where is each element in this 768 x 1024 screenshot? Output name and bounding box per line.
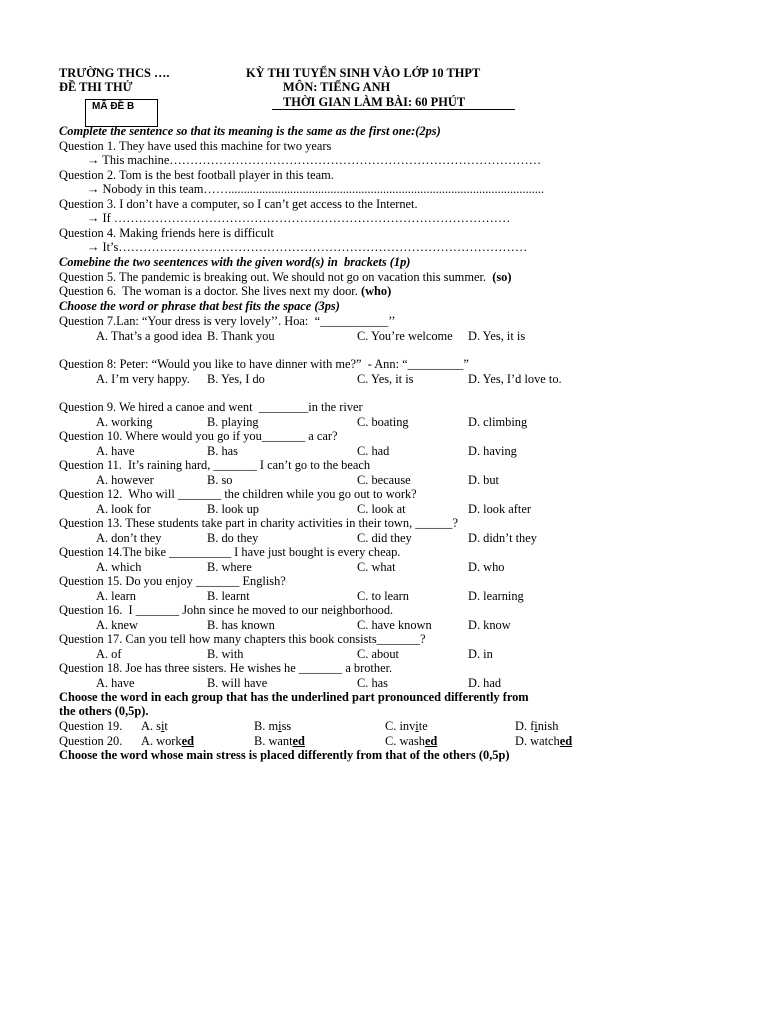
question-14: Question 14.The bike __________ I have just bought is every cheap. [59, 545, 401, 559]
question-6-word: (who) [360, 284, 392, 298]
q9-option-b: B. playing [207, 414, 259, 429]
subject-label: MÔN: TIẾNG ANH [283, 80, 391, 94]
question-7: Question 7.Lan: “Your dress is very lovely’’. Hoa: “___________’’ [59, 314, 396, 328]
answer-line-4: → It’s……………………………………………………………………………………… [87, 240, 528, 254]
q11-option-d: D. but [468, 472, 499, 487]
q13-option-c: C. did they [357, 530, 412, 545]
q16-option-c: C. have known [357, 617, 432, 632]
q18-option-a: A. have [96, 675, 135, 690]
q18-option-b: B. will have [207, 675, 268, 690]
q15-option-c: C. to learn [357, 588, 409, 603]
q13-option-a: A. don’t they [96, 530, 162, 545]
question-5-text: Question 5. The pandemic is breaking out. We should not go on vacation this summer. [59, 270, 486, 284]
question-19-label: Question 19. [59, 719, 123, 733]
q20-b-pre: B. want [254, 734, 293, 748]
q10-option-d: D. having [468, 443, 517, 458]
q19-d-pre: D. f [515, 719, 535, 733]
answer-line-1: → This machine……………………………………………………………………………… [87, 153, 542, 167]
q20-option-c [385, 734, 437, 748]
question-5-word: (so) [492, 270, 512, 284]
q19-b-pre: B. m [254, 719, 279, 733]
section3-title: Choose the word or phrase that best fits the space (3ps) [59, 299, 340, 313]
question-8: Question 8: Peter: “Would you like to have dinner with me?” - Ann: “_________” [59, 357, 469, 371]
question-5 [59, 270, 511, 284]
q19-b-post: ss [281, 719, 292, 733]
q13-option-d: D. didn’t they [468, 530, 537, 545]
q9-option-c: C. boating [357, 414, 409, 429]
q19-c-underlined: i [415, 719, 419, 733]
section4-title-line1: Choose the word in each group that has the underlined part pronounced differently from [59, 690, 529, 704]
question-20-label: Question 20. [59, 734, 123, 748]
q9-option-d: D. climbing [468, 414, 528, 429]
q11-option-c: C. because [357, 472, 411, 487]
exam-code: MÃ ĐỀ B [92, 101, 135, 112]
q9-option-a: A. working [96, 414, 153, 429]
q20-option-b [254, 734, 305, 748]
q19-a-post: t [164, 719, 168, 733]
q17-option-b: B. with [207, 646, 244, 661]
q15-option-a: A. learn [96, 588, 136, 603]
q10-option-a: A. have [96, 443, 135, 458]
q17-option-a: A. of [96, 646, 122, 661]
question-16: Question 16. I _______ John since he moved to our neighborhood. [59, 603, 394, 617]
time-label: THỜI GIAN LÀM BÀI: 60 PHÚT [283, 95, 466, 109]
q7-option-a: A. That’s a good idea [96, 328, 203, 343]
q20-d-underlined: ed [559, 734, 573, 748]
q16-option-d: D. know [468, 617, 511, 632]
q11-option-b: B. so [207, 472, 233, 487]
q18-option-c: C. has [357, 675, 388, 690]
section1-title: Complete the sentence so that its meaning is the same as the first one:(2ps) [59, 124, 441, 138]
question-12: Question 12. Who will _______ the children while you go out to work? [59, 487, 417, 501]
q19-option-c [385, 719, 428, 733]
question-2: Question 2. Tom is the best football player in this team. [59, 168, 334, 182]
q16-option-b: B. has known [207, 617, 275, 632]
question-4: Question 4. Making friends here is difficult [59, 226, 274, 240]
q15-option-b: B. learnt [207, 588, 250, 603]
q19-option-b [254, 719, 291, 733]
q19-a-underlined: i [160, 719, 165, 733]
q12-option-c: C. look at [357, 501, 406, 516]
question-3: Question 3. I don’t have a computer, so I can’t get access to the Internet. [59, 197, 418, 211]
q19-d-underlined: i [534, 719, 538, 733]
q19-option-a [141, 719, 168, 733]
question-15: Question 15. Do you enjoy _______ English? [59, 574, 286, 588]
q12-option-d: D. look after [468, 501, 531, 516]
q13-option-b: B. do they [207, 530, 259, 545]
q19-option-d [515, 719, 558, 733]
q20-option-a [141, 734, 194, 748]
q16-option-a: A. knew [96, 617, 138, 632]
q20-d-pre: D. watch [515, 734, 560, 748]
q12-option-a: A. look for [96, 501, 151, 516]
q10-option-b: B. has [207, 443, 238, 458]
q20-option-d [515, 734, 572, 748]
question-11: Question 11. It’s raining hard, _______ I can’t go to the beach [59, 458, 371, 472]
school-name: TRƯỜNG THCS …. [59, 66, 170, 80]
q8-option-a: A. I’m very happy. [96, 371, 190, 386]
q17-option-d: D. in [468, 646, 493, 661]
section2-title: Comebine the two seentences with the given word(s) in brackets (1p) [59, 255, 411, 269]
q8-option-c: C. Yes, it is [357, 371, 414, 386]
q19-c-pre: C. inv [385, 719, 416, 733]
question-18: Question 18. Joe has three sisters. He wishes he _______ a brother. [59, 661, 393, 675]
q20-c-pre: C. wash [385, 734, 425, 748]
q19-b-underlined: i [278, 719, 282, 733]
q14-option-d: D. who [468, 559, 505, 574]
question-6 [59, 284, 391, 298]
q8-option-b: B. Yes, I do [207, 371, 265, 386]
q20-b-underlined: ed [292, 734, 305, 748]
q14-option-c: C. what [357, 559, 396, 574]
q19-a-pre: A. s [141, 719, 161, 733]
q17-option-c: C. about [357, 646, 399, 661]
q12-option-b: B. look up [207, 501, 259, 516]
header-rule [272, 109, 515, 110]
q14-option-a: A. which [96, 559, 142, 574]
question-6-text: Question 6. The woman is a doctor. She lives next my door. [59, 284, 358, 298]
exam-title: KỲ THI TUYỂN SINH VÀO LỚP 10 THPT [246, 66, 481, 80]
question-10: Question 10. Where would you go if you_______ a car? [59, 429, 338, 443]
section4-title-line2: the others (0,5p). [59, 704, 149, 718]
q14-option-b: B. where [207, 559, 252, 574]
q15-option-d: D. learning [468, 588, 524, 603]
answer-line-3: → If …………………………………………………………………………………… [87, 211, 511, 225]
q10-option-c: C. had [357, 443, 390, 458]
q20-a-underlined: ed [181, 734, 195, 748]
question-9: Question 9. We hired a canoe and went ________in the river [59, 400, 363, 414]
q20-a-pre: A. work [141, 734, 182, 748]
section5-title: Choose the word whose main stress is placed differently from that of the others (0,5p) [59, 748, 510, 762]
q7-option-d: D. Yes, it is [468, 328, 526, 343]
q7-option-b: B. Thank you [207, 328, 275, 343]
trial-label: ĐỀ THI THỬ [59, 80, 133, 94]
q11-option-a: A. however [96, 472, 154, 487]
q19-c-post: te [418, 719, 428, 733]
q7-option-c: C. You’re welcome [357, 328, 453, 343]
answer-line-2: → Nobody in this team……...................................................................................................... [87, 182, 545, 196]
question-13: Question 13. These students take part in charity activities in their town, ______? [59, 516, 458, 530]
q20-c-underlined: ed [424, 734, 438, 748]
question-17: Question 17. Can you tell how many chapters this book consists_______? [59, 632, 426, 646]
question-1: Question 1. They have used this machine for two years [59, 139, 332, 153]
q19-d-post: nish [537, 719, 559, 733]
q8-option-d: D. Yes, I’d love to. [468, 371, 562, 386]
q18-option-d: D. had [468, 675, 502, 690]
